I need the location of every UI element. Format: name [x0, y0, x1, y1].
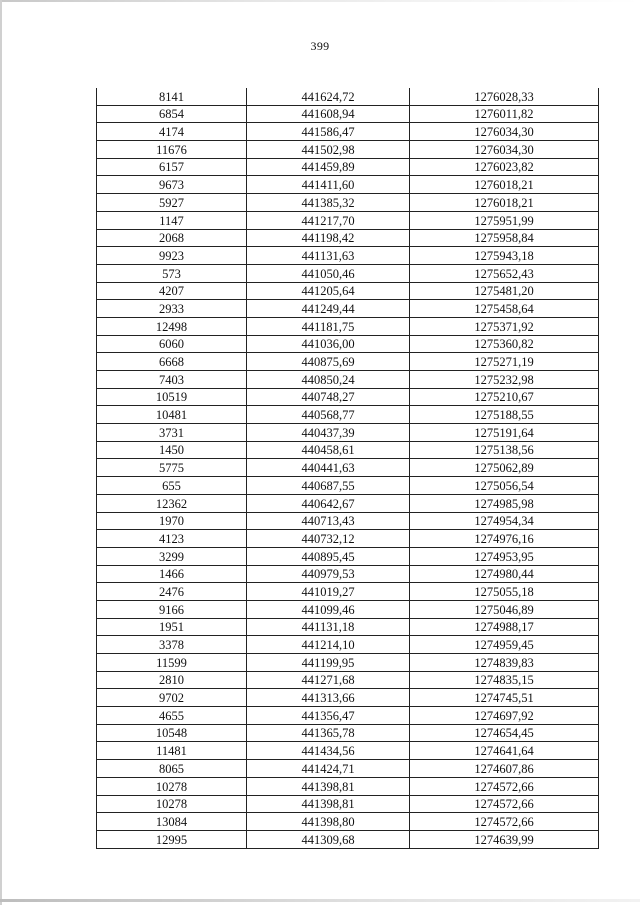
table-row	[97, 512, 599, 530]
y-coordinate-cell: 1274976,16	[410, 530, 599, 548]
y-coordinate-cell: 1274980,44	[410, 565, 599, 583]
x-coordinate-cell: 441459,89	[247, 158, 410, 176]
point-number-cell: 10548	[97, 724, 247, 742]
x-coordinate-cell: 441608,94	[247, 105, 410, 123]
table-row	[97, 689, 599, 707]
x-coordinate-cell: 441036,00	[247, 335, 410, 353]
x-coordinate-cell: 440979,53	[247, 565, 410, 583]
x-coordinate-cell: 441099,46	[247, 600, 410, 618]
table-row	[97, 105, 599, 123]
table-row	[97, 406, 599, 424]
point-number-cell: 10519	[97, 388, 247, 406]
point-number-cell: 2476	[97, 583, 247, 601]
point-number-cell: 3378	[97, 636, 247, 654]
point-number-cell: 6060	[97, 335, 247, 353]
y-coordinate-cell: 1276018,21	[410, 194, 599, 212]
table-row	[97, 123, 599, 141]
table-row	[97, 229, 599, 247]
table-row	[97, 565, 599, 583]
x-coordinate-cell: 440568,77	[247, 406, 410, 424]
y-coordinate-cell: 1274839,83	[410, 654, 599, 672]
y-coordinate-cell: 1276034,30	[410, 141, 599, 159]
x-coordinate-cell: 441624,72	[247, 88, 410, 105]
y-coordinate-cell: 1275458,64	[410, 300, 599, 318]
x-coordinate-cell: 441424,71	[247, 760, 410, 778]
point-number-cell: 10481	[97, 406, 247, 424]
point-number-cell: 11599	[97, 654, 247, 672]
x-coordinate-cell: 440850,24	[247, 371, 410, 389]
y-coordinate-cell: 1275191,64	[410, 424, 599, 442]
x-coordinate-cell: 441434,56	[247, 742, 410, 760]
x-coordinate-cell: 441586,47	[247, 123, 410, 141]
table-row	[97, 654, 599, 672]
table-row	[97, 424, 599, 442]
table-row	[97, 636, 599, 654]
y-coordinate-cell: 1275055,18	[410, 583, 599, 601]
point-number-cell: 9673	[97, 176, 247, 194]
y-coordinate-cell: 1274988,17	[410, 618, 599, 636]
y-coordinate-cell: 1275958,84	[410, 229, 599, 247]
x-coordinate-cell: 440748,27	[247, 388, 410, 406]
y-coordinate-cell: 1274835,15	[410, 671, 599, 689]
y-coordinate-cell: 1274697,92	[410, 707, 599, 725]
point-number-cell: 10278	[97, 777, 247, 795]
table-row	[97, 777, 599, 795]
x-coordinate-cell: 440713,43	[247, 512, 410, 530]
x-coordinate-cell: 441181,75	[247, 317, 410, 335]
point-number-cell: 11481	[97, 742, 247, 760]
x-coordinate-cell: 441131,18	[247, 618, 410, 636]
y-coordinate-cell: 1274953,95	[410, 547, 599, 565]
table-row	[97, 282, 599, 300]
x-coordinate-cell: 441385,32	[247, 194, 410, 212]
x-coordinate-cell: 441271,68	[247, 671, 410, 689]
y-coordinate-cell: 1275481,20	[410, 282, 599, 300]
point-number-cell: 2933	[97, 300, 247, 318]
table-row	[97, 247, 599, 265]
point-number-cell: 4207	[97, 282, 247, 300]
table-row	[97, 459, 599, 477]
table-row	[97, 547, 599, 565]
point-number-cell: 4123	[97, 530, 247, 548]
point-number-cell: 11676	[97, 141, 247, 159]
y-coordinate-cell: 1274572,66	[410, 777, 599, 795]
table-row	[97, 742, 599, 760]
y-coordinate-cell: 1274607,86	[410, 760, 599, 778]
y-coordinate-cell: 1276028,33	[410, 88, 599, 105]
point-number-cell: 6854	[97, 105, 247, 123]
x-coordinate-cell: 441313,66	[247, 689, 410, 707]
point-number-cell: 10278	[97, 795, 247, 813]
scan-edge-top	[0, 0, 640, 2]
x-coordinate-cell: 441309,68	[247, 830, 410, 848]
x-coordinate-cell: 441502,98	[247, 141, 410, 159]
point-number-cell: 12498	[97, 317, 247, 335]
table-row	[97, 353, 599, 371]
page-number: 399	[310, 39, 330, 53]
point-number-cell: 4174	[97, 123, 247, 141]
table-row	[97, 176, 599, 194]
y-coordinate-cell: 1275232,98	[410, 371, 599, 389]
y-coordinate-cell: 1276011,82	[410, 105, 599, 123]
y-coordinate-cell: 1275046,89	[410, 600, 599, 618]
y-coordinate-cell: 1275056,54	[410, 477, 599, 495]
y-coordinate-cell: 1275138,56	[410, 441, 599, 459]
x-coordinate-cell: 441398,81	[247, 777, 410, 795]
x-coordinate-cell: 441019,27	[247, 583, 410, 601]
y-coordinate-cell: 1274745,51	[410, 689, 599, 707]
x-coordinate-cell: 441411,60	[247, 176, 410, 194]
coordinates-table-body	[97, 88, 599, 848]
table-row	[97, 211, 599, 229]
table-row	[97, 317, 599, 335]
scan-edge-bottom	[0, 899, 640, 902]
point-number-cell: 3731	[97, 424, 247, 442]
x-coordinate-cell: 441398,80	[247, 813, 410, 831]
y-coordinate-cell: 1276023,82	[410, 158, 599, 176]
table-row	[97, 264, 599, 282]
point-number-cell: 9702	[97, 689, 247, 707]
x-coordinate-cell: 441214,10	[247, 636, 410, 654]
table-row	[97, 88, 599, 105]
x-coordinate-cell: 441217,70	[247, 211, 410, 229]
y-coordinate-cell: 1276034,30	[410, 123, 599, 141]
y-coordinate-cell: 1274654,45	[410, 724, 599, 742]
point-number-cell: 6668	[97, 353, 247, 371]
point-number-cell: 12362	[97, 494, 247, 512]
point-number-cell: 9166	[97, 600, 247, 618]
x-coordinate-cell: 440732,12	[247, 530, 410, 548]
x-coordinate-cell: 441198,42	[247, 229, 410, 247]
y-coordinate-cell: 1274954,34	[410, 512, 599, 530]
table-row	[97, 530, 599, 548]
x-coordinate-cell: 440441,63	[247, 459, 410, 477]
table-row	[97, 335, 599, 353]
x-coordinate-cell: 441249,44	[247, 300, 410, 318]
point-number-cell: 8065	[97, 760, 247, 778]
table-row	[97, 583, 599, 601]
y-coordinate-cell: 1275062,89	[410, 459, 599, 477]
point-number-cell: 13084	[97, 813, 247, 831]
point-number-cell: 12995	[97, 830, 247, 848]
y-coordinate-cell: 1276018,21	[410, 176, 599, 194]
x-coordinate-cell: 440895,45	[247, 547, 410, 565]
y-coordinate-cell: 1275951,99	[410, 211, 599, 229]
x-coordinate-cell: 441205,64	[247, 282, 410, 300]
point-number-cell: 2810	[97, 671, 247, 689]
point-number-cell: 4655	[97, 707, 247, 725]
table-row	[97, 371, 599, 389]
point-number-cell: 5775	[97, 459, 247, 477]
table-row	[97, 707, 599, 725]
table-row	[97, 600, 599, 618]
point-number-cell: 9923	[97, 247, 247, 265]
x-coordinate-cell: 441199,95	[247, 654, 410, 672]
y-coordinate-cell: 1274572,66	[410, 813, 599, 831]
point-number-cell: 573	[97, 264, 247, 282]
x-coordinate-cell: 440458,61	[247, 441, 410, 459]
table-row	[97, 441, 599, 459]
point-number-cell: 655	[97, 477, 247, 495]
table-row	[97, 760, 599, 778]
y-coordinate-cell: 1274572,66	[410, 795, 599, 813]
y-coordinate-cell: 1274959,45	[410, 636, 599, 654]
table-row	[97, 830, 599, 848]
x-coordinate-cell: 441131,63	[247, 247, 410, 265]
x-coordinate-cell: 441365,78	[247, 724, 410, 742]
point-number-cell: 3299	[97, 547, 247, 565]
table-row	[97, 158, 599, 176]
y-coordinate-cell: 1274639,99	[410, 830, 599, 848]
scan-edge-left	[0, 0, 2, 905]
table-row	[97, 388, 599, 406]
x-coordinate-cell: 441050,46	[247, 264, 410, 282]
point-number-cell: 1951	[97, 618, 247, 636]
y-coordinate-cell: 1274641,64	[410, 742, 599, 760]
table-row	[97, 813, 599, 831]
table-row	[97, 494, 599, 512]
y-coordinate-cell: 1275371,92	[410, 317, 599, 335]
x-coordinate-cell: 440642,67	[247, 494, 410, 512]
y-coordinate-cell: 1275188,55	[410, 406, 599, 424]
table-row	[97, 795, 599, 813]
x-coordinate-cell: 441398,81	[247, 795, 410, 813]
table-row	[97, 141, 599, 159]
table-row	[97, 724, 599, 742]
coordinates-table	[96, 88, 599, 849]
y-coordinate-cell: 1275360,82	[410, 335, 599, 353]
x-coordinate-cell: 440687,55	[247, 477, 410, 495]
table-row	[97, 618, 599, 636]
table-row	[97, 300, 599, 318]
x-coordinate-cell: 440875,69	[247, 353, 410, 371]
table-row	[97, 477, 599, 495]
x-coordinate-cell: 441356,47	[247, 707, 410, 725]
table-row	[97, 671, 599, 689]
point-number-cell: 6157	[97, 158, 247, 176]
y-coordinate-cell: 1275943,18	[410, 247, 599, 265]
point-number-cell: 1466	[97, 565, 247, 583]
y-coordinate-cell: 1275271,19	[410, 353, 599, 371]
point-number-cell: 2068	[97, 229, 247, 247]
point-number-cell: 8141	[97, 88, 247, 105]
y-coordinate-cell: 1275652,43	[410, 264, 599, 282]
table-row	[97, 194, 599, 212]
y-coordinate-cell: 1275210,67	[410, 388, 599, 406]
x-coordinate-cell: 440437,39	[247, 424, 410, 442]
point-number-cell: 1450	[97, 441, 247, 459]
point-number-cell: 1147	[97, 211, 247, 229]
y-coordinate-cell: 1274985,98	[410, 494, 599, 512]
point-number-cell: 5927	[97, 194, 247, 212]
point-number-cell: 7403	[97, 371, 247, 389]
point-number-cell: 1970	[97, 512, 247, 530]
